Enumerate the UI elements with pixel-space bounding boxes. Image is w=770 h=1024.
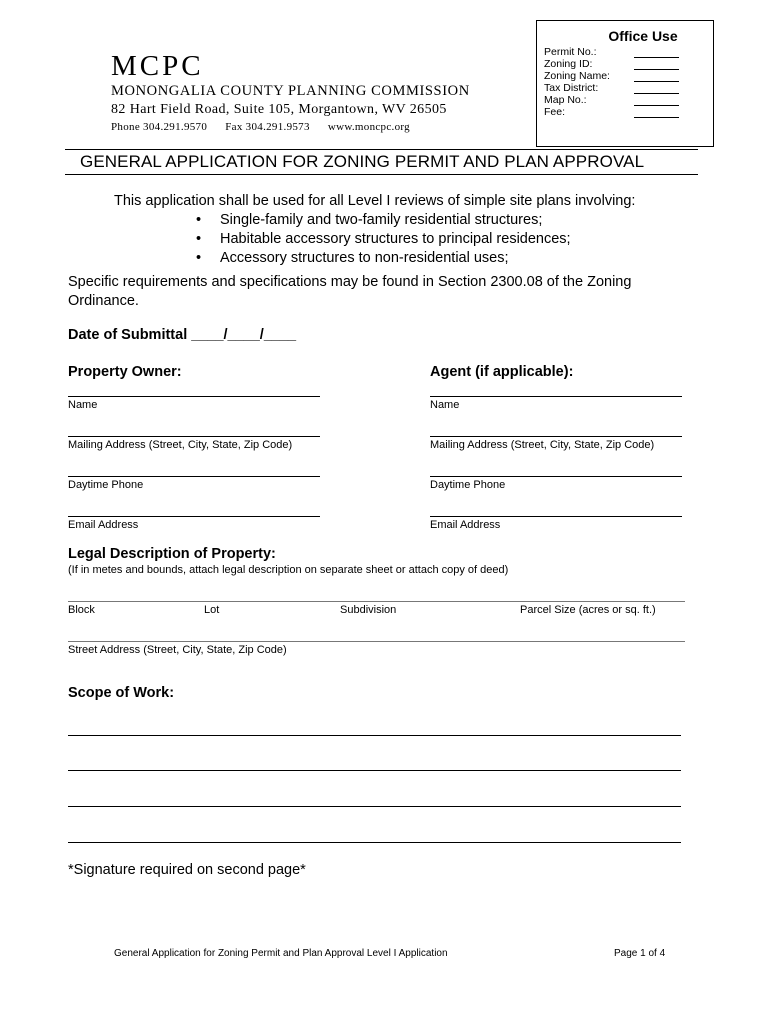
legal-description-note: (If in metes and bounds, attach legal description on separate sheet or attach copy of deed): [68, 564, 509, 576]
phone-number: Phone 304.291.9570: [111, 121, 208, 133]
agent-name-line[interactable]: [430, 396, 682, 397]
lot-label: Lot: [204, 604, 220, 616]
owner-phone-label: Daytime Phone: [68, 479, 144, 491]
contact-info: [111, 121, 425, 133]
owner-email-label: Email Address: [68, 519, 139, 531]
bullet-item: [196, 250, 509, 266]
office-field-fee: Fee:: [544, 106, 566, 118]
date-of-submittal[interactable]: Date of Submittal ____/____/____: [68, 327, 297, 343]
scope-line[interactable]: [68, 770, 681, 771]
scope-line[interactable]: [68, 806, 681, 807]
office-field-zoning-id: Zoning ID:: [544, 58, 593, 70]
legal-description-heading: Legal Description of Property:: [68, 546, 276, 562]
office-field-map-no: Map No.:: [544, 94, 587, 106]
property-owner-heading: Property Owner:: [68, 364, 182, 380]
agent-email-label: Email Address: [430, 519, 501, 531]
office-field-line: [634, 93, 679, 94]
owner-mailing-address-line[interactable]: [68, 436, 320, 437]
office-field-line: [634, 117, 679, 118]
requirements-text: Specific requirements and specifications may be found in Section 2300.08 of the Zoning Ordinance.: [68, 274, 632, 309]
office-use-box: [536, 20, 714, 147]
agent-heading: Agent (if applicable):: [430, 364, 574, 380]
signature-note: *Signature required on second page*: [68, 862, 306, 878]
office-use-title: Office Use: [608, 28, 678, 44]
street-address-label: Street Address (Street, City, State, Zip Code): [68, 644, 287, 656]
office-field-line: [634, 105, 679, 106]
owner-name-line[interactable]: [68, 396, 320, 397]
owner-email-line[interactable]: [68, 516, 320, 517]
organization-name: MONONGALIA COUNTY PLANNING COMMISSION: [111, 83, 470, 99]
office-field-zoning-name: Zoning Name:: [544, 70, 610, 82]
agent-phone-line[interactable]: [430, 476, 682, 477]
footer-document-name: General Application for Zoning Permit and Plan Approval Level I Application: [114, 948, 448, 959]
scope-line[interactable]: [68, 842, 681, 843]
footer-page-number: Page 1 of 4: [614, 948, 666, 959]
block-label: Block: [68, 604, 95, 616]
owner-phone-line[interactable]: [68, 476, 320, 477]
website: www.moncpc.org: [327, 121, 410, 133]
logo: MCPC: [111, 50, 204, 82]
scope-line[interactable]: [68, 735, 681, 736]
bullet-item: [196, 212, 542, 228]
parcel-size-label: Parcel Size (acres or sq. ft.): [520, 604, 656, 616]
bullet-item: [196, 231, 571, 247]
office-field-tax-district: Tax District:: [544, 82, 599, 94]
intro-text: This application shall be used for all Level I reviews of simple site plans involving:: [114, 193, 636, 209]
scope-of-work-heading: Scope of Work:: [68, 685, 175, 701]
bullet-text: Single-family and two-family residential structures;: [220, 212, 543, 228]
office-field-line: [634, 81, 679, 82]
title-rule-top: [65, 149, 698, 150]
subdivision-label: Subdivision: [340, 604, 397, 616]
agent-name-label: Name: [430, 399, 460, 411]
bullet-text: Habitable accessory structures to principal residences;: [220, 231, 571, 247]
fax-number: Fax 304.291.9573: [225, 121, 310, 133]
legal-description-line[interactable]: [68, 601, 685, 602]
document-title: GENERAL APPLICATION FOR ZONING PERMIT AND PLAN APPROVAL: [80, 152, 645, 171]
owner-name-label: Name: [68, 399, 98, 411]
agent-email-line[interactable]: [430, 516, 682, 517]
office-field-line: [634, 69, 679, 70]
bullet-icon: •: [196, 212, 202, 228]
agent-mailing-address-line[interactable]: [430, 436, 682, 437]
bullet-icon: •: [196, 231, 202, 247]
office-field-line: [634, 57, 679, 58]
organization-address: 82 Hart Field Road, Suite 105, Morgantown, WV 26505: [111, 102, 447, 117]
agent-mailing-address-label: Mailing Address (Street, City, State, Zip Code): [430, 439, 655, 451]
office-field-permit-no: Permit No.:: [544, 46, 597, 58]
title-rule-bottom: [65, 174, 698, 175]
agent-phone-label: Daytime Phone: [430, 479, 506, 491]
street-address-line[interactable]: [68, 641, 685, 642]
owner-mailing-address-label: Mailing Address (Street, City, State, Zip Code): [68, 439, 293, 451]
bullet-icon: •: [196, 250, 202, 266]
bullet-text: Accessory structures to non-residential uses;: [220, 250, 509, 266]
